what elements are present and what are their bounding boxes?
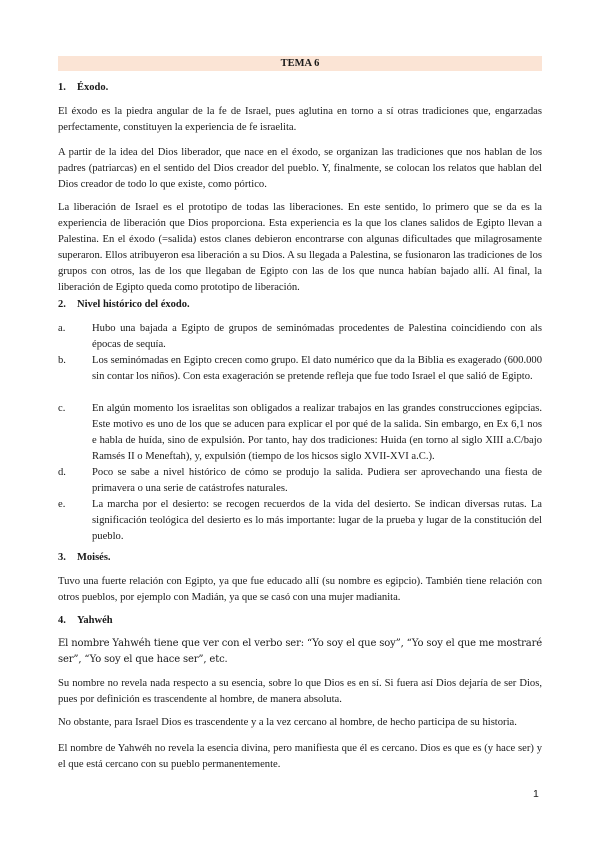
list-item — [58, 401, 542, 465]
paragraph: Su nombre no revela nada respecto a su esencia, sobre lo que Dios es en sí. Si fuera así Dios dejaría de ser Dios, pues por definición es trascendente al hombre, de manera absoluta. — [58, 678, 542, 706]
list-marker: c. — [58, 403, 66, 414]
list-item-text: Poco se sabe a nivel histórico de cómo se produjo la salida. Pudiera ser aprovechando una fiesta de primavera o una serie de catástrofes naturales. — [92, 467, 542, 495]
section-heading-moises — [58, 551, 111, 565]
section-title: Moisés. — [77, 552, 111, 563]
list-marker: d. — [58, 467, 66, 478]
list-item — [58, 497, 542, 545]
section-heading-yahweh — [58, 614, 113, 628]
list-item-text: La marcha por el desierto: se recogen recuerdos de la vida del desierto. Se indican diversas rutas. La significación teológica del desierto es lo más importante: lugar de la prueba y lugar de la constitución del pueblo. — [92, 499, 542, 543]
list-item — [58, 321, 542, 353]
section-title: Yahwéh — [77, 615, 113, 626]
paragraph: Tuvo una fuerte relación con Egipto, ya que fue educado allí (su nombre es egipcio). También tiene relación con otros pueblos, por ejemplo con Madián, ya que se casó con una mujer madianita. — [58, 576, 542, 604]
section-heading-nivel-historico — [58, 298, 190, 312]
list-item-text: Los seminómadas en Egipto crecen como grupo. El dato numérico que da la Biblia es exagerado (600.000 sin contar los niños). Con esta exageración se pretende refleja que fue todo Israel el que salió de Egipto. — [92, 355, 542, 383]
section-number: 1. — [58, 82, 66, 93]
list-marker: e. — [58, 499, 66, 510]
section-number: 4. — [58, 615, 66, 626]
paragraph: El nombre Yahwéh tiene que ver con el verbo ser: “Yo soy el que soy”, “Yo soy el que me mostraré ser”, “Yo soy el que hace ser”, etc. — [58, 638, 542, 666]
paragraph: A partir de la idea del Dios liberador, que nace en el éxodo, se organizan las tradiciones que nos hablan de los padres (patriarcas) en el sentido del Dios creador del pueblo. Y, finalmente, se colocan los relatos que hablan del Dios creador de todo lo que existe, como pórtico. — [58, 147, 542, 191]
list-item-text: En algún momento los israelitas son obligados a realizar trabajos en las grandes construcciones egipcias. Este motivo es uno de los que se aducen para explicar el por qué de la salida. Sin embargo, en Ex 6,1 nos e habla de huída, sino de expulsión. Por tanto, hay dos tradiciones: Huida (en torno al siglo XIII a.C/bajo Ramsés II o Meneftah), y, expulsión (tiempo de los hicsos siglo XVII-XVI a.C.). — [92, 403, 542, 463]
list-item — [58, 465, 542, 497]
page-title: TEMA 6 — [58, 56, 542, 71]
paragraph: El nombre de Yahwéh no revela la esencia divina, pero manifiesta que él es cercano. Dios es que es (y hace ser) y el que está cercano con su pueblo permanentemente. — [58, 743, 542, 771]
list-marker: a. — [58, 323, 66, 334]
paragraph: No obstante, para Israel Dios es trascendente y a la vez cercano al hombre, de hecho participa de su historia. — [58, 717, 517, 728]
section-heading-exodo — [58, 81, 108, 95]
list-marker: b. — [58, 355, 66, 366]
paragraph: La liberación de Israel es el prototipo de todas las liberaciones. En este sentido, lo primero que se da es la experiencia de liberación que Dios proporciona. Esta experiencia es la que los clanes salidos de Egipto llevan a Palestina. En el éxodo (=salida) estos clanes debieron encontrarse con algunas dificultades que milagrosamente superaron. Ellos atribuyeron esa liberación a su Dios. A su llegada a Palestina, se fusionaron las tradiciones de los grupos con otros, las de los que llegaban de Egipto con las de los que nunca habían bajado allí. Al final, la liberación de Egipto queda como prototipo de liberación. — [58, 202, 542, 294]
page-number: 1 — [533, 788, 539, 800]
section-number: 3. — [58, 552, 66, 563]
list-item-text: Hubo una bajada a Egipto de grupos de seminómadas procedentes de Palestina coincidiendo con als épocas de sequía. — [92, 323, 542, 351]
section-title: Éxodo. — [77, 82, 109, 93]
list-item — [58, 353, 542, 385]
section-title: Nivel histórico del éxodo. — [77, 299, 190, 310]
paragraph: El éxodo es la piedra angular de la fe de Israel, pues aglutina en torno a sí otras tradiciones que, engarzadas perfectamente, constituyen la experiencia de fe israelita. — [58, 106, 542, 134]
section-number: 2. — [58, 299, 66, 310]
